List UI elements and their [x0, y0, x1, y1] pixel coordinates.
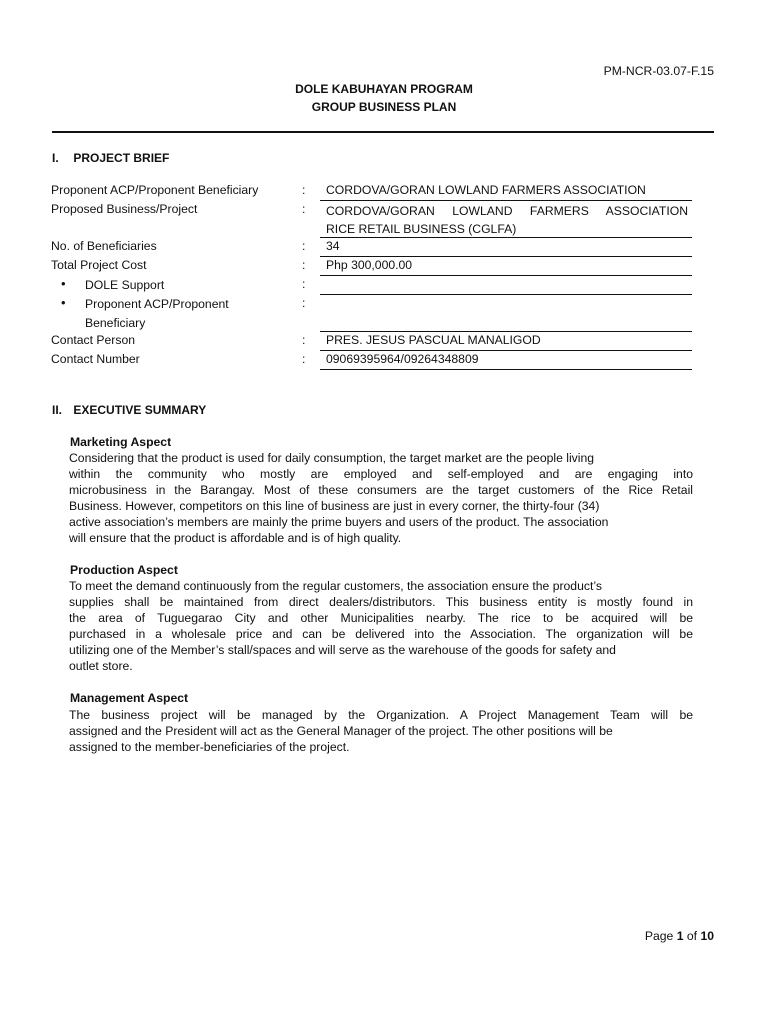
paragraph-line: utilizing one of the Member’s stall/spaces and will serve as the warehouse of the goods for safety and: [69, 643, 616, 657]
section-heading-project-brief: [52, 151, 169, 165]
subheading-marketing: Marketing Aspect: [70, 435, 172, 449]
brief-label: Contact Number: [51, 352, 140, 366]
paragraph-line: The business project will be managed by the Organization. A Project Management Team will be: [69, 708, 693, 722]
brief-row-contact-person: [51, 332, 694, 351]
paragraph-line: assigned and the President will act as the General Manager of the project. The other positions will be: [69, 724, 613, 738]
paragraph-line: Business. However, competitors on this line of business are just in every corner, the thirty-four (34): [69, 499, 600, 513]
brief-separator: :: [302, 296, 306, 310]
brief-row-beneficiaries: [51, 238, 694, 257]
header-divider: [52, 131, 714, 133]
brief-separator: :: [302, 277, 306, 291]
brief-value: 09069395964/09264348809: [320, 351, 692, 370]
brief-label: No. of Beneficiaries: [51, 239, 157, 253]
brief-label: DOLE Support: [85, 278, 165, 292]
paragraph-line: within the community who mostly are employed and self-employed and are engaging into: [69, 467, 693, 481]
section-title: EXECUTIVE SUMMARY: [73, 403, 207, 417]
brief-label: [85, 295, 229, 333]
brief-separator: :: [302, 352, 306, 366]
document-title: DOLE KABUHAYAN PROGRAM: [295, 82, 473, 96]
form-code: PM-NCR-03.07-F.15: [603, 64, 714, 78]
brief-row-proponent-counterpart: [51, 295, 694, 332]
section-heading-executive-summary: [52, 403, 206, 417]
paragraph-line: Considering that the product is used for daily consumption, the target market are the people living: [69, 451, 595, 465]
paragraph-management: [69, 707, 693, 755]
brief-label: Total Project Cost: [51, 258, 147, 272]
section-number: II.: [52, 403, 63, 417]
subheading-management: Management Aspect: [70, 691, 189, 705]
page-current: 1: [676, 929, 684, 943]
bullet-icon: •: [61, 276, 66, 291]
brief-row-proponent: [51, 182, 694, 201]
paragraph-line: will ensure that the product is affordable and is of high quality.: [69, 531, 402, 545]
paragraph-line: purchased in a wholesale price and can be delivered into the Association. The organization will be: [69, 627, 693, 641]
brief-value-line: CORDOVA/GORAN LOWLAND FARMERS ASSOCIATION: [326, 204, 688, 218]
subheading-production: Production Aspect: [70, 563, 178, 577]
paragraph-line: assigned to the member-beneficiaries of the project.: [69, 740, 350, 754]
brief-value: [320, 276, 692, 295]
brief-value: [320, 295, 692, 332]
paragraph-line: outlet store.: [69, 659, 133, 673]
brief-row-business: [51, 201, 694, 238]
brief-value: [320, 201, 692, 238]
paragraph-production: [69, 578, 693, 674]
paragraph-marketing: [69, 450, 693, 546]
bullet-icon: •: [61, 295, 66, 310]
page-of: of: [686, 929, 698, 943]
brief-label-line: Beneficiary: [85, 316, 146, 330]
brief-label-line: Proponent ACP/Proponent: [85, 297, 229, 311]
brief-row-contact-number: [51, 351, 694, 370]
brief-separator: :: [302, 239, 306, 253]
brief-separator: :: [302, 258, 306, 272]
brief-separator: :: [302, 333, 306, 347]
brief-label: Proposed Business/Project: [51, 202, 198, 216]
paragraph-line: active association’s members are mainly the prime buyers and users of the product. The association: [69, 515, 609, 529]
brief-value: CORDOVA/GORAN LOWLAND FARMERS ASSOCIATION: [320, 182, 692, 201]
paragraph-line: the area of Tuguegarao City and other Municipalities nearby. The rice to be acquired will be: [69, 611, 693, 625]
brief-value: 34: [320, 238, 692, 257]
page-number: [645, 929, 714, 943]
brief-row-cost: [51, 257, 694, 276]
brief-row-dole-support: [51, 276, 694, 295]
page-word: Page: [644, 929, 674, 943]
brief-label: Contact Person: [51, 333, 136, 347]
paragraph-line: supplies shall be maintained from direct dealers/distributors. This business entity is mostly found in: [69, 595, 693, 609]
brief-value: PRES. JESUS PASCUAL MANALIGOD: [320, 332, 692, 351]
section-title: PROJECT BRIEF: [73, 151, 170, 165]
paragraph-line: microbusiness in the Barangay. Most of these consumers are the target customers of the Rice Retail: [69, 483, 693, 497]
document-subtitle: GROUP BUSINESS PLAN: [311, 100, 457, 114]
brief-value: Php 300,000.00: [320, 257, 692, 276]
brief-value-line: RICE RETAIL BUSINESS (CGLFA): [326, 222, 517, 236]
section-number: I.: [52, 151, 59, 165]
brief-label: Proponent ACP/Proponent Beneficiary: [51, 183, 259, 197]
brief-separator: :: [302, 183, 306, 197]
paragraph-line: To meet the demand continuously from the regular customers, the association ensure the product’s: [69, 579, 602, 593]
brief-separator: :: [302, 202, 306, 216]
page-total: 10: [700, 929, 714, 943]
